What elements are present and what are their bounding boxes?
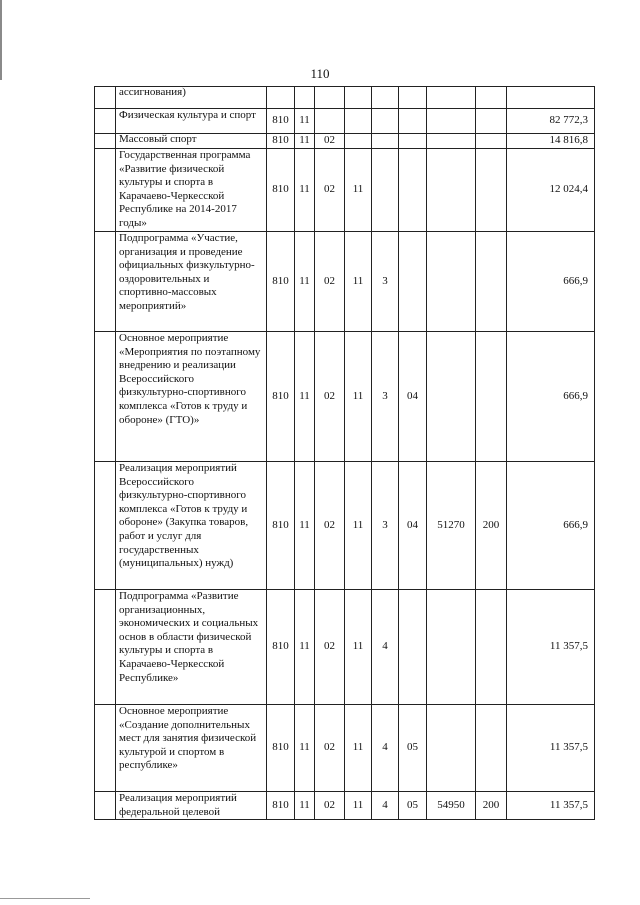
cell-section <box>295 87 315 109</box>
row-blank-cell <box>95 705 116 792</box>
cell-subprogram: 3 <box>372 332 399 462</box>
cell-ministry: 810 <box>267 462 295 590</box>
cell-program <box>345 134 372 149</box>
cell-subprogram <box>372 134 399 149</box>
cell-name: Подпрограмма «Участие, организация и проведение официальных физкультурно-оздоровительных и спортивно-массовых мероприятий» <box>116 232 267 332</box>
cell-subsection: 02 <box>315 134 345 149</box>
cell-amount: 666,9 <box>507 462 595 590</box>
cell-subsection <box>315 87 345 109</box>
cell-program: 11 <box>345 590 372 705</box>
cell-subprogram: 3 <box>372 232 399 332</box>
table-row <box>95 705 595 792</box>
budget-table <box>94 86 595 820</box>
cell-ministry: 810 <box>267 149 295 232</box>
cell-subsection: 02 <box>315 792 345 820</box>
cell-amount: 11 357,5 <box>507 705 595 792</box>
cell-amount: 12 024,4 <box>507 149 595 232</box>
cell-name: Реализация мероприятий федеральной целевой <box>116 792 267 820</box>
cell-section: 11 <box>295 134 315 149</box>
cell-target <box>427 232 476 332</box>
cell-section: 11 <box>295 590 315 705</box>
cell-ministry <box>267 87 295 109</box>
cell-activity: 04 <box>399 332 427 462</box>
cell-name: Основное мероприятие «Создание дополнительных мест для занятия физической культурой и спортом в республике» <box>116 705 267 792</box>
cell-ministry: 810 <box>267 590 295 705</box>
cell-section: 11 <box>295 332 315 462</box>
row-blank-cell <box>95 792 116 820</box>
footer-rule <box>0 898 90 899</box>
cell-ministry: 810 <box>267 705 295 792</box>
table-row <box>95 462 595 590</box>
cell-activity <box>399 109 427 134</box>
table-row <box>95 792 595 820</box>
cell-expense <box>476 705 507 792</box>
cell-amount <box>507 87 595 109</box>
cell-amount: 82 772,3 <box>507 109 595 134</box>
table-row <box>95 87 595 109</box>
cell-amount: 666,9 <box>507 332 595 462</box>
cell-target <box>427 705 476 792</box>
cell-subsection: 02 <box>315 705 345 792</box>
cell-name: Государственная программа «Развитие физической культуры и спорта в Карачаево-Черкесской Республике на 2014-2017 годы» <box>116 149 267 232</box>
cell-subprogram: 4 <box>372 590 399 705</box>
cell-activity <box>399 134 427 149</box>
cell-name: Массовый спорт <box>116 134 267 149</box>
row-blank-cell <box>95 462 116 590</box>
cell-expense <box>476 232 507 332</box>
cell-amount: 11 357,5 <box>507 590 595 705</box>
cell-activity <box>399 232 427 332</box>
cell-activity: 04 <box>399 462 427 590</box>
cell-ministry: 810 <box>267 109 295 134</box>
cell-section: 11 <box>295 109 315 134</box>
cell-name: Физическая культура и спорт <box>116 109 267 134</box>
table-row <box>95 134 595 149</box>
cell-subprogram: 3 <box>372 462 399 590</box>
cell-target <box>427 332 476 462</box>
cell-program: 11 <box>345 232 372 332</box>
cell-name: Подпрограмма «Развитие организационных, экономических и социальных основ в области физической культуры и спорта в Карачаево-Черкесской Республике» <box>116 590 267 705</box>
cell-target <box>427 134 476 149</box>
cell-subsection: 02 <box>315 332 345 462</box>
cell-subprogram <box>372 87 399 109</box>
cell-name: ассигнования) <box>116 87 267 109</box>
cell-target: 51270 <box>427 462 476 590</box>
table-row <box>95 590 595 705</box>
table-row <box>95 109 595 134</box>
cell-subprogram <box>372 109 399 134</box>
row-blank-cell <box>95 332 116 462</box>
cell-expense <box>476 149 507 232</box>
cell-target <box>427 87 476 109</box>
cell-program: 11 <box>345 149 372 232</box>
cell-expense: 200 <box>476 462 507 590</box>
cell-program <box>345 109 372 134</box>
cell-name: Основное мероприятие «Мероприятия по поэтапному внедрению и реализации Всероссийского физкультурно-спортивного комплекса «Готов к труду и обороне» (ГТО)» <box>116 332 267 462</box>
row-blank-cell <box>95 590 116 705</box>
cell-section: 11 <box>295 792 315 820</box>
cell-expense: 200 <box>476 792 507 820</box>
cell-ministry: 810 <box>267 134 295 149</box>
cell-activity: 05 <box>399 792 427 820</box>
cell-section: 11 <box>295 462 315 590</box>
cell-subsection <box>315 109 345 134</box>
table-row <box>95 149 595 232</box>
cell-name: Реализация мероприятий Всероссийского физкультурно-спортивного комплекса «Готов к труду и обороне» (Закупка товаров, работ и услуг для государственных (муниципальных) нужд) <box>116 462 267 590</box>
cell-program <box>345 87 372 109</box>
cell-section: 11 <box>295 705 315 792</box>
cell-section: 11 <box>295 149 315 232</box>
cell-activity <box>399 149 427 232</box>
cell-target <box>427 590 476 705</box>
row-blank-cell <box>95 134 116 149</box>
cell-program: 11 <box>345 792 372 820</box>
cell-amount: 11 357,5 <box>507 792 595 820</box>
row-blank-cell <box>95 149 116 232</box>
cell-expense <box>476 590 507 705</box>
cell-activity: 05 <box>399 705 427 792</box>
cell-amount: 666,9 <box>507 232 595 332</box>
cell-program: 11 <box>345 332 372 462</box>
page-number: 110 <box>310 66 330 81</box>
cell-target <box>427 109 476 134</box>
cell-expense <box>476 109 507 134</box>
table-row <box>95 332 595 462</box>
cell-activity <box>399 590 427 705</box>
table-row <box>95 232 595 332</box>
row-blank-cell <box>95 109 116 134</box>
cell-activity <box>399 87 427 109</box>
cell-ministry: 810 <box>267 332 295 462</box>
cell-subprogram <box>372 149 399 232</box>
cell-subsection: 02 <box>315 590 345 705</box>
cell-expense <box>476 134 507 149</box>
cell-subsection: 02 <box>315 462 345 590</box>
cell-target <box>427 149 476 232</box>
row-blank-cell <box>95 232 116 332</box>
cell-program: 11 <box>345 462 372 590</box>
cell-target: 54950 <box>427 792 476 820</box>
cell-subsection: 02 <box>315 232 345 332</box>
row-blank-cell <box>95 87 116 109</box>
cell-expense <box>476 332 507 462</box>
cell-program: 11 <box>345 705 372 792</box>
cell-ministry: 810 <box>267 792 295 820</box>
cell-ministry: 810 <box>267 232 295 332</box>
cell-amount: 14 816,8 <box>507 134 595 149</box>
cell-subprogram: 4 <box>372 705 399 792</box>
cell-subsection: 02 <box>315 149 345 232</box>
cell-section: 11 <box>295 232 315 332</box>
cell-expense <box>476 87 507 109</box>
cell-subprogram: 4 <box>372 792 399 820</box>
